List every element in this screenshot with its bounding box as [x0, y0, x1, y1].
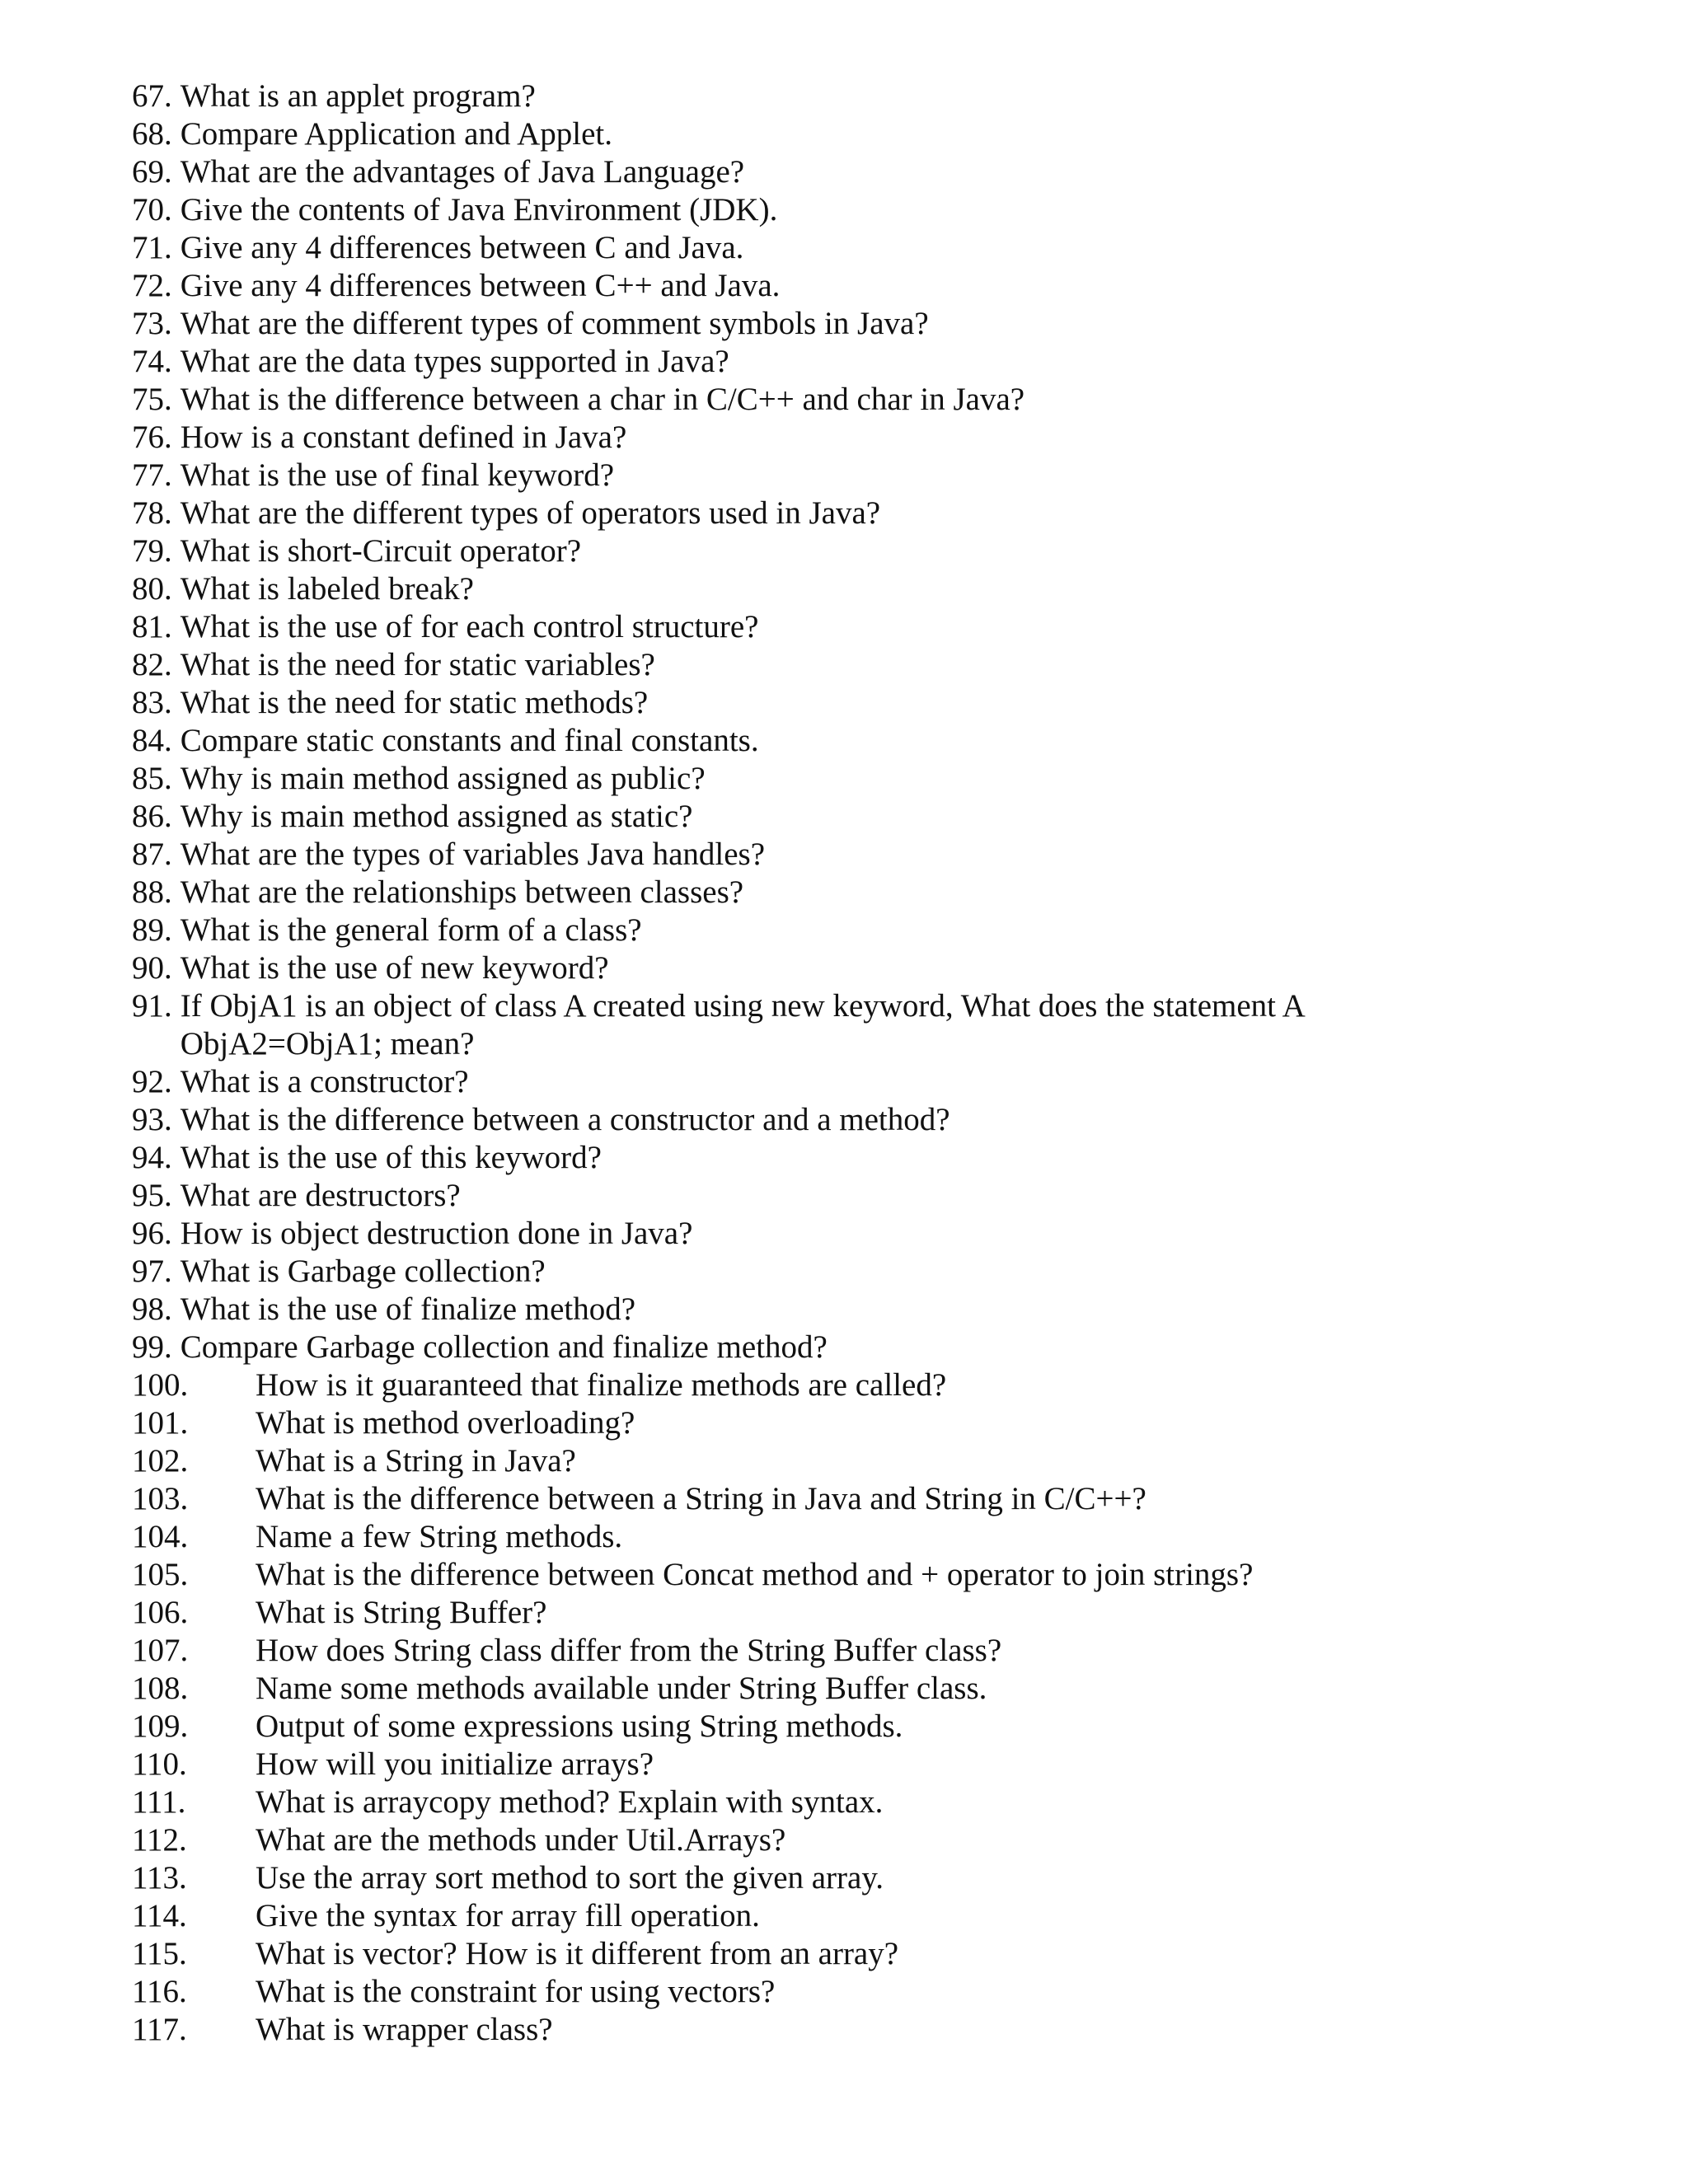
question-text: What is the use of final keyword? [180, 457, 615, 493]
question-text: How is a constant defined in Java? [180, 419, 627, 455]
question-number: 87. [132, 837, 172, 872]
question-item [132, 1253, 1615, 1291]
question-item [132, 608, 1615, 646]
question-item [132, 1291, 1615, 1329]
question-item [132, 115, 1615, 153]
question-text: Name some methods available under String Buffer class. [256, 1671, 987, 1706]
question-item [132, 1783, 1615, 1821]
question-text: How will you initialize arrays? [256, 1746, 654, 1782]
question-item [132, 1859, 1615, 1897]
question-number: 116. [132, 1974, 187, 2009]
question-item [132, 305, 1615, 343]
question-item [132, 1632, 1615, 1670]
question-item [132, 1746, 1615, 1783]
question-text: What are destructors? [180, 1178, 461, 1213]
question-text: What is wrapper class? [256, 2012, 553, 2047]
question-number: 107. [132, 1633, 189, 1668]
question-item [132, 1177, 1615, 1215]
question-number: 80. [132, 571, 172, 607]
question-item [132, 1063, 1615, 1101]
question-text: What is the use of finalize method? [180, 1291, 636, 1327]
question-number: 105. [132, 1557, 189, 1592]
question-item [132, 1215, 1615, 1253]
question-number: 75. [132, 382, 172, 417]
question-number: 90. [132, 950, 172, 986]
question-text: What is a constructor? [180, 1064, 469, 1099]
question-item [132, 419, 1615, 457]
question-text: What is the need for static variables? [180, 647, 655, 682]
question-item [132, 2011, 1615, 2049]
question-text: What is Garbage collection? [180, 1254, 546, 1289]
question-number: 79. [132, 533, 172, 569]
question-item [132, 760, 1615, 798]
question-text: What is the constraint for using vectors? [256, 1974, 776, 2009]
question-number: 92. [132, 1064, 172, 1099]
question-number: 82. [132, 647, 172, 682]
question-text: What are the types of variables Java handles? [180, 837, 766, 872]
question-item [132, 684, 1615, 722]
question-text: What is the need for static methods? [180, 685, 649, 720]
question-item [132, 987, 1615, 1063]
question-text: What are the different types of operators used in Java? [180, 495, 881, 531]
question-number: 103. [132, 1481, 189, 1516]
question-item [132, 457, 1615, 494]
question-number: 96. [132, 1216, 172, 1251]
question-item [132, 1556, 1615, 1594]
question-text: If ObjA1 is an object of class A created using new keyword, What does the statement A ObjA2=ObjA1; mean? [180, 988, 1304, 1062]
question-item [132, 570, 1615, 608]
question-number: 97. [132, 1254, 172, 1289]
question-number: 110. [132, 1746, 187, 1782]
question-number: 88. [132, 874, 172, 910]
question-item [132, 874, 1615, 912]
question-text: What are the data types supported in Java? [180, 344, 729, 379]
question-item [132, 1101, 1615, 1139]
question-item [132, 1594, 1615, 1632]
question-text: What are the different types of comment symbols in Java? [180, 306, 929, 341]
question-item [132, 229, 1615, 267]
question-number: 104. [132, 1519, 189, 1554]
question-text: Compare static constants and final constants. [180, 723, 759, 758]
question-text: What is labeled break? [180, 571, 474, 607]
question-text: Compare Application and Applet. [180, 116, 612, 152]
question-item [132, 153, 1615, 191]
question-item [132, 1708, 1615, 1746]
question-number: 84. [132, 723, 172, 758]
question-number: 74. [132, 344, 172, 379]
question-list [132, 77, 1615, 2049]
question-text: What is the difference between a char in C/C++ and char in Java? [180, 382, 1025, 417]
question-text: How is object destruction done in Java? [180, 1216, 693, 1251]
question-number: 106. [132, 1595, 189, 1630]
question-item [132, 646, 1615, 684]
question-number: 76. [132, 419, 172, 455]
question-text: What is method overloading? [256, 1405, 635, 1441]
question-item [132, 1139, 1615, 1177]
question-number: 72. [132, 268, 172, 303]
question-item [132, 1329, 1615, 1366]
question-number: 68. [132, 116, 172, 152]
question-item [132, 1935, 1615, 1973]
question-number: 95. [132, 1178, 172, 1213]
question-text: Give the syntax for array fill operation. [256, 1898, 760, 1933]
question-text: What is an applet program? [180, 78, 536, 114]
question-text: Give the contents of Java Environment (JDK). [180, 192, 778, 227]
question-number: 73. [132, 306, 172, 341]
question-number: 112. [132, 1822, 187, 1858]
question-text: What is vector? How is it different from an array? [256, 1936, 899, 1971]
question-item [132, 912, 1615, 949]
question-text: Why is main method assigned as static? [180, 799, 693, 834]
question-item [132, 722, 1615, 760]
question-item [132, 1480, 1615, 1518]
question-number: 101. [132, 1405, 189, 1441]
question-number: 113. [132, 1860, 187, 1896]
question-text: What are the advantages of Java Language? [180, 154, 745, 190]
question-item [132, 343, 1615, 381]
question-item [132, 532, 1615, 570]
question-text: What is the difference between Concat method and + operator to join strings? [256, 1557, 1254, 1592]
question-item [132, 1404, 1615, 1442]
question-number: 77. [132, 457, 172, 493]
question-text: What is the difference between a constructor and a method? [180, 1102, 950, 1137]
question-text: Compare Garbage collection and finalize method? [180, 1329, 828, 1365]
question-number: 100. [132, 1367, 189, 1403]
question-number: 69. [132, 154, 172, 190]
question-number: 94. [132, 1140, 172, 1175]
question-number: 114. [132, 1898, 187, 1933]
question-number: 108. [132, 1671, 189, 1706]
question-item [132, 949, 1615, 987]
question-number: 89. [132, 912, 172, 948]
question-number: 85. [132, 761, 172, 796]
question-text: What is String Buffer? [256, 1595, 547, 1630]
question-number: 99. [132, 1329, 172, 1365]
question-text: What is the difference between a String in Java and String in C/C++? [256, 1481, 1146, 1516]
question-text: What are the relationships between classes? [180, 874, 744, 910]
question-number: 115. [132, 1936, 187, 1971]
question-number: 117. [132, 2012, 187, 2047]
question-number: 78. [132, 495, 172, 531]
question-item [132, 1670, 1615, 1708]
question-item [132, 1973, 1615, 2011]
question-number: 98. [132, 1291, 172, 1327]
question-item [132, 836, 1615, 874]
question-text: Name a few String methods. [256, 1519, 623, 1554]
question-number: 71. [132, 230, 172, 265]
question-text: What is arraycopy method? Explain with syntax. [256, 1784, 884, 1820]
question-text: Output of some expressions using String methods. [256, 1708, 903, 1744]
question-number: 67. [132, 78, 172, 114]
question-number: 93. [132, 1102, 172, 1137]
question-item [132, 798, 1615, 836]
question-number: 109. [132, 1708, 189, 1744]
question-number: 111. [132, 1784, 186, 1820]
question-item [132, 267, 1615, 305]
question-text: How does String class differ from the String Buffer class? [256, 1633, 1002, 1668]
question-text: What is the use of new keyword? [180, 950, 609, 986]
question-item [132, 1518, 1615, 1556]
question-text: Give any 4 differences between C and Java. [180, 230, 744, 265]
question-text: Use the array sort method to sort the given array. [256, 1860, 884, 1896]
question-item [132, 494, 1615, 532]
question-text: What are the methods under Util.Arrays? [256, 1822, 786, 1858]
question-text: What is the use of this keyword? [180, 1140, 602, 1175]
question-item [132, 1366, 1615, 1404]
question-text: What is the use of for each control structure? [180, 609, 759, 644]
question-number: 91. [132, 988, 172, 1024]
question-item [132, 1442, 1615, 1480]
question-number: 81. [132, 609, 172, 644]
question-text: Give any 4 differences between C++ and Java. [180, 268, 781, 303]
question-item [132, 77, 1615, 115]
question-item [132, 191, 1615, 229]
question-item [132, 1897, 1615, 1935]
question-number: 86. [132, 799, 172, 834]
question-number: 102. [132, 1443, 189, 1479]
question-text: What is the general form of a class? [180, 912, 642, 948]
question-text: Why is main method assigned as public? [180, 761, 706, 796]
question-number: 83. [132, 685, 172, 720]
question-text: What is short-Circuit operator? [180, 533, 582, 569]
question-number: 70. [132, 192, 172, 227]
question-item [132, 381, 1615, 419]
question-text: What is a String in Java? [256, 1443, 576, 1479]
question-item [132, 1821, 1615, 1859]
question-text: How is it guaranteed that finalize methods are called? [256, 1367, 947, 1403]
